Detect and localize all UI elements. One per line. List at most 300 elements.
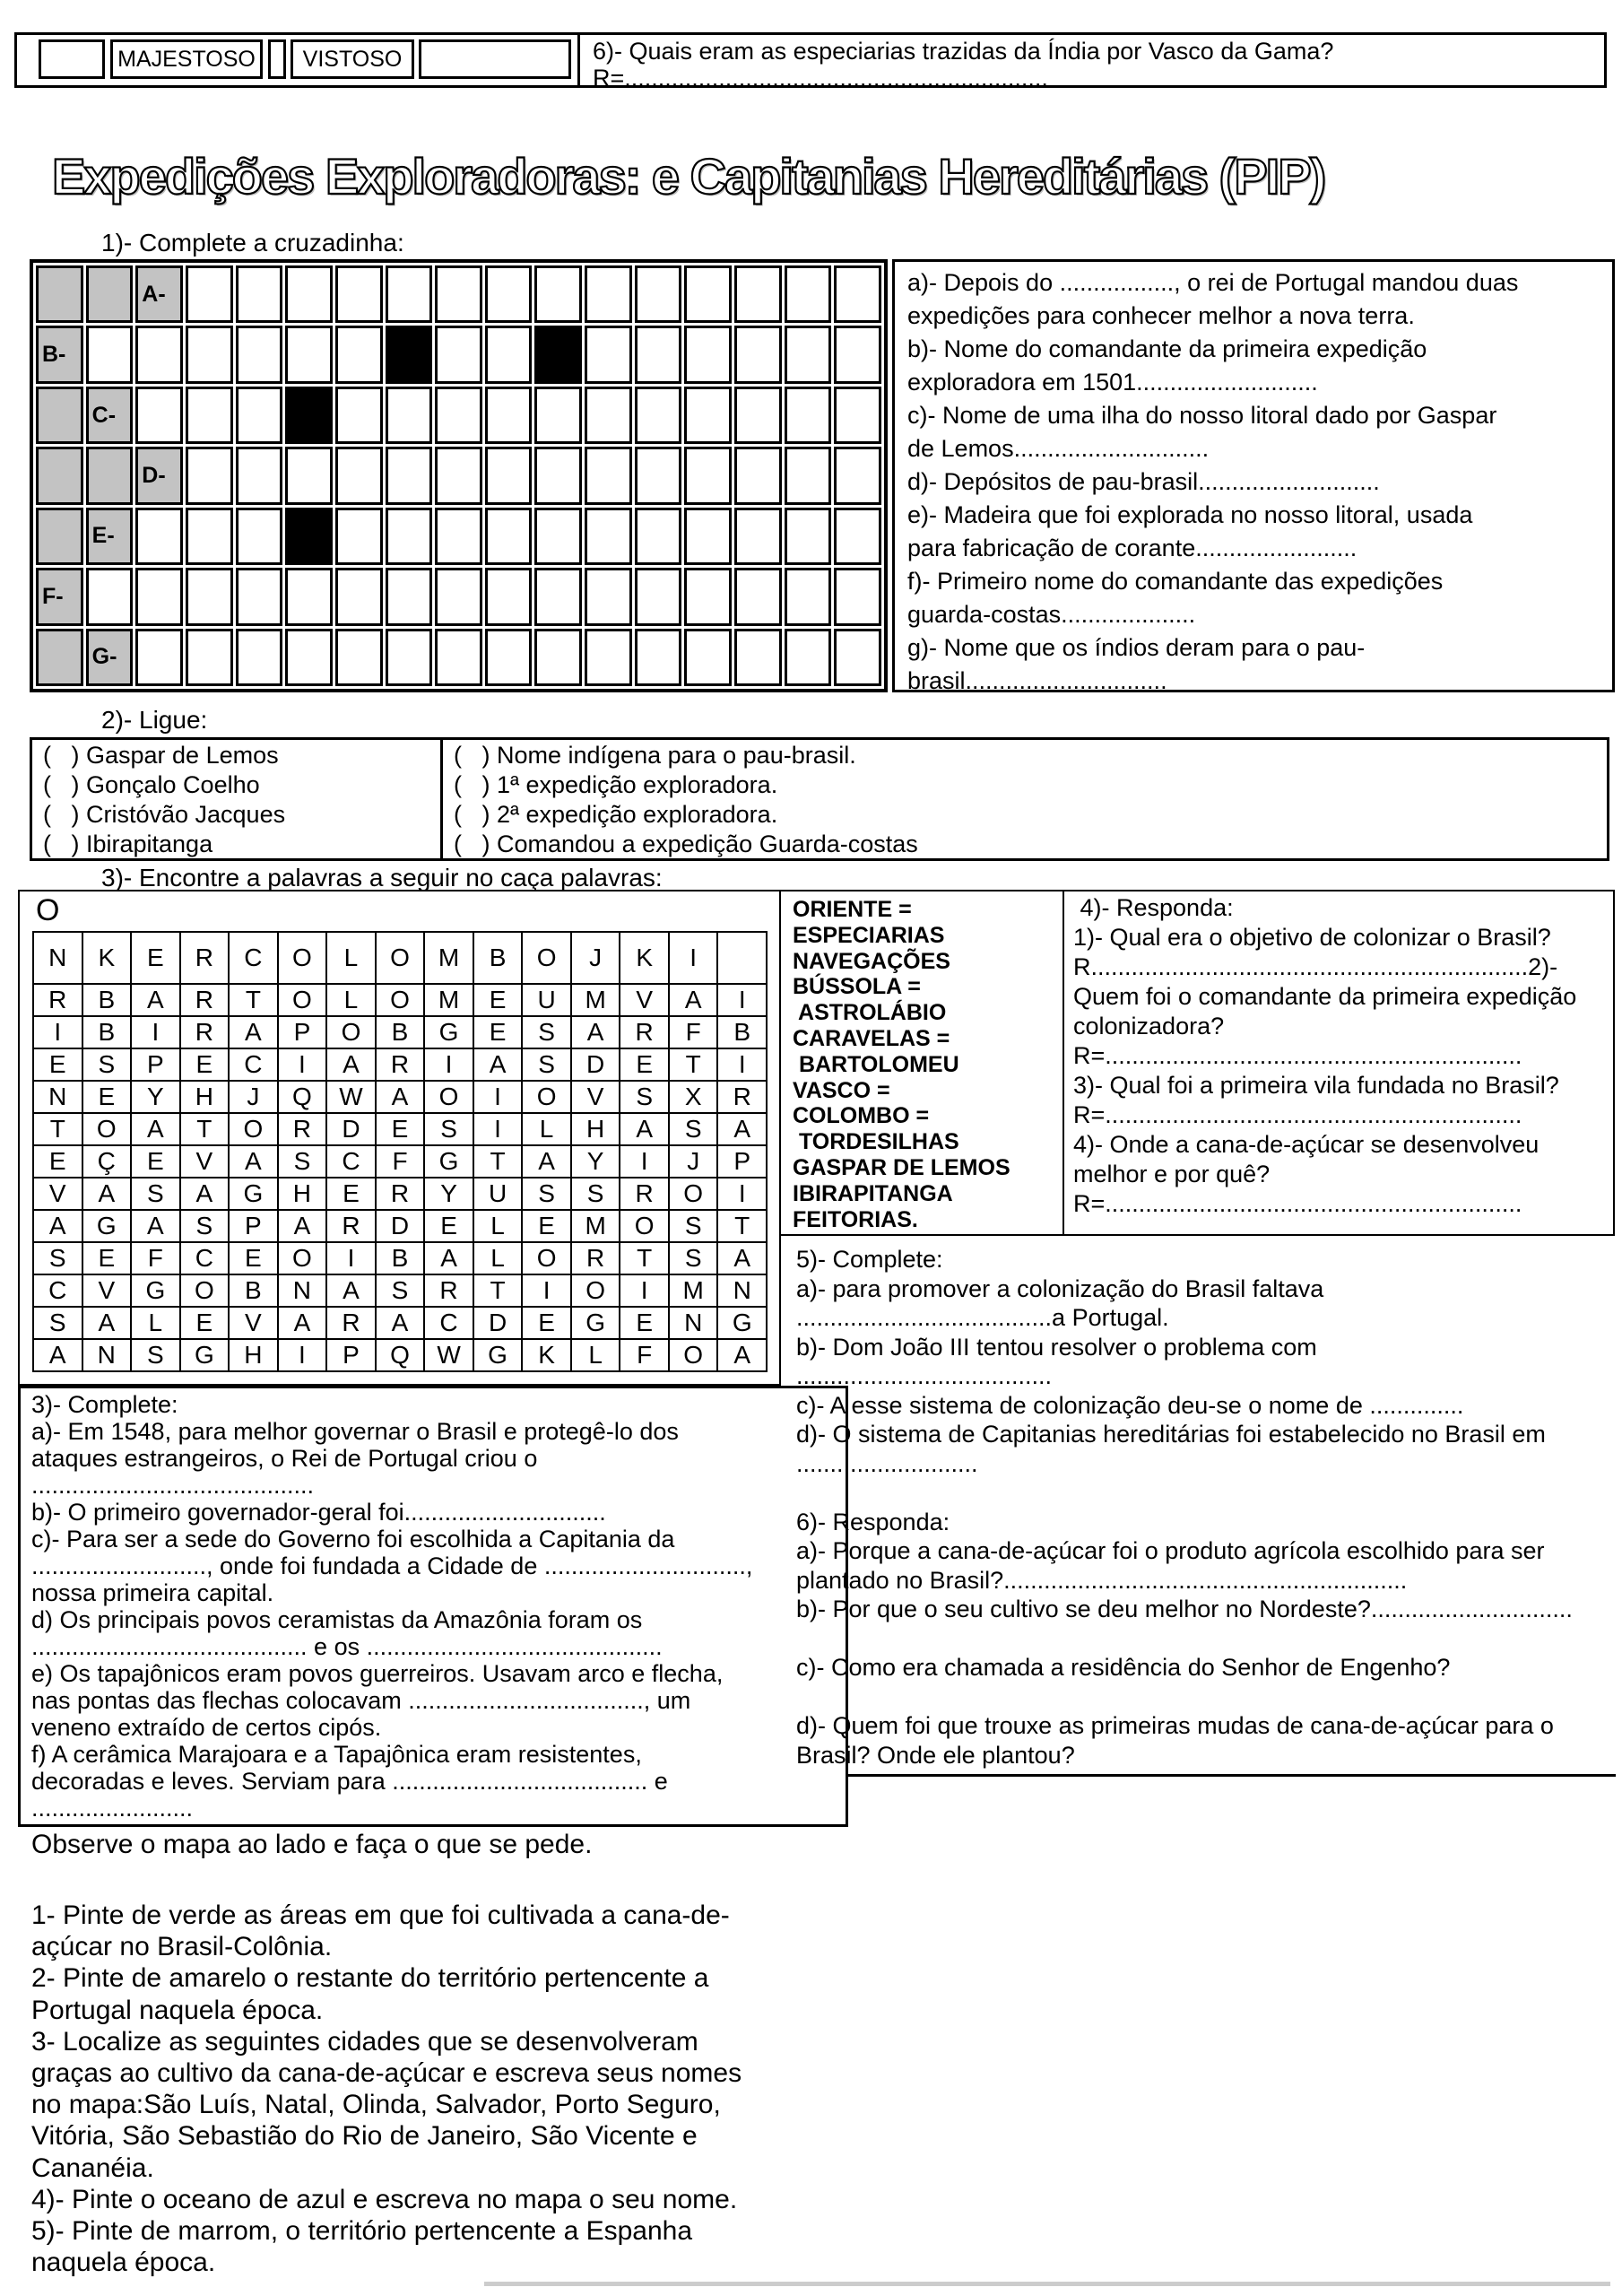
text-line: de Lemos............................. [907, 435, 1210, 462]
crossword-cell [386, 387, 433, 444]
section6-divider-line [848, 1774, 1616, 1777]
crossword-cell [585, 387, 632, 444]
wordsearch-letter-cell: E [82, 1081, 132, 1113]
wordsearch-letter-cell: A [229, 1145, 278, 1178]
crossword-cell [285, 629, 333, 686]
crossword-cell [635, 568, 682, 625]
wordsearch-letter-cell: N [717, 1274, 767, 1307]
text-line: para fabricação de corante........................ [907, 535, 1357, 561]
wordsearch-letter-cell: D [326, 1113, 376, 1145]
wordsearch-letter-cell: O [82, 1113, 132, 1145]
text-line: brasil.............................. [907, 667, 1167, 694]
text-line: ......................................... e os ............................................ [31, 1633, 663, 1660]
wordsearch-letter-cell: P [326, 1339, 376, 1371]
crossword-cell [734, 508, 782, 565]
section3-complete-box [18, 1386, 848, 1827]
wordsearch-letter-cell: I [717, 1178, 767, 1210]
text-line: Brasil? Onde ele plantou? [796, 1741, 1075, 1769]
crossword-cell [236, 387, 283, 444]
crossword-cell [335, 568, 383, 625]
wordsearch-letter-cell: B [376, 1242, 425, 1274]
text-line: TORDESILHAS [793, 1129, 959, 1155]
wordsearch-letter-cell: I [522, 1274, 571, 1307]
wordsearch-letter-cell: X [669, 1081, 718, 1113]
text-line: graças ao cultivo da cana-de-açúcar e escreva seus nomes [31, 2058, 742, 2089]
text-line: naquela época. [31, 2248, 216, 2278]
wordsearch-letter-cell: B [229, 1274, 278, 1307]
wordsearch-letter-cell: I [278, 1048, 327, 1081]
crossword-cell [186, 265, 233, 323]
crossword-label-cell: G- [86, 629, 134, 686]
wordsearch-letter-cell: G [131, 1274, 180, 1307]
wordsearch-letter-cell: G [229, 1178, 278, 1210]
text-line: colonizadora? [1073, 1013, 1225, 1039]
wordsearch-letter-cell: S [669, 1113, 718, 1145]
crossword-cell [135, 387, 183, 444]
wordsearch-letter-cell: S [669, 1242, 718, 1274]
wordsearch-letter-cell: T [229, 984, 278, 1016]
wordsearch-letter-cell: M [424, 984, 473, 1016]
wordsearch-letter-cell: O [522, 1081, 571, 1113]
wordsearch-letter-cell: F [376, 1145, 425, 1178]
text-line: c)- Como era chamada a residência do Senhor de Engenho? [796, 1654, 1451, 1681]
crossword-cell [684, 326, 732, 383]
crossword-cell [485, 265, 533, 323]
wordsearch-letter-cell: M [424, 932, 473, 984]
crossword-cell [834, 629, 881, 686]
wordsearch-letter-cell: S [131, 1178, 180, 1210]
text-line: nas pontas das flechas colocavam ..................................., um [31, 1687, 691, 1714]
wordsearch-letter-cell: E [620, 1048, 669, 1081]
matching-table [30, 737, 1609, 861]
wordsearch-letter-cell: R [620, 1178, 669, 1210]
text-line: decoradas e leves. Serviam para ...................................... e [31, 1768, 668, 1795]
text-line: 5)- Pinte de marrom, o território pertencente a Espanha [31, 2216, 693, 2247]
header-strip [14, 32, 1607, 91]
wordsearch-letter-cell: O [522, 932, 571, 984]
text-line: 6)- Responda: [796, 1508, 950, 1535]
text-line: BÚSSOLA = [793, 974, 921, 1000]
wordsearch-letter-cell: V [82, 1274, 132, 1307]
text-line: d)- Quem foi que trouxe as primeiras mudas de cana-de-açúcar para o [796, 1712, 1554, 1739]
crossword-cell [135, 326, 183, 383]
crossword-cell [734, 326, 782, 383]
wordsearch-letter-cell: A [717, 1339, 767, 1371]
crossword-cell [236, 508, 283, 565]
wordsearch-letter-cell: I [717, 984, 767, 1016]
text-line: ........................ [31, 1795, 194, 1822]
text-line: ........................... [796, 1449, 978, 1477]
crossword-label-cell: C- [86, 387, 134, 444]
crossword-cell [585, 629, 632, 686]
crossword-cell [684, 447, 732, 504]
text-line: 5)- Complete: [796, 1246, 943, 1273]
crossword-cell [585, 568, 632, 625]
text-line: .......................................... [31, 1472, 315, 1499]
wordsearch-letter-cell: S [522, 1178, 571, 1210]
text-line: a)- Em 1548, para melhor governar o Brasil e protegê-lo dos [31, 1418, 679, 1445]
wordsearch-letter-cell [717, 932, 767, 984]
wordsearch-letter-cell: E [131, 932, 180, 984]
wordsearch-letter-cell: E [33, 1048, 82, 1081]
crossword-label-cell: F- [36, 568, 83, 625]
wordsearch-letter-cell: I [669, 932, 718, 984]
wordsearch-letter-cell: N [33, 1081, 82, 1113]
crossword-cell [684, 568, 732, 625]
text-line: d) Os principais povos ceramistas da Amazônia foram os [31, 1606, 643, 1633]
wordsearch-letter-cell: T [669, 1048, 718, 1081]
crossword-cell [335, 447, 383, 504]
crossword-cell [435, 326, 482, 383]
wordsearch-letter-cell: A [229, 1016, 278, 1048]
wordsearch-letter-cell: P [278, 1016, 327, 1048]
text-line: f)- Primeiro nome do comandante das expedições [907, 568, 1444, 595]
wordsearch-letter-cell: I [620, 1145, 669, 1178]
crossword-cell [635, 326, 682, 383]
wordsearch-letter-cell: O [278, 1242, 327, 1274]
wordsearch-letter-cell: O [669, 1339, 718, 1371]
stray-letter: O [36, 893, 60, 927]
crossword-cell [135, 568, 183, 625]
text-line: melhor e por quê? [1073, 1161, 1271, 1187]
crossword-cell [86, 265, 134, 323]
wordsearch-letter-cell: J [669, 1145, 718, 1178]
wordsearch-letter-cell: A [424, 1242, 473, 1274]
crossword-cell [684, 508, 732, 565]
crossword-cell [834, 568, 881, 625]
wordsearch-letter-cell: A [82, 1307, 132, 1339]
wordsearch-letter-cell: L [473, 1210, 523, 1242]
wordsearch-letter-cell: I [473, 1113, 523, 1145]
wordsearch-letter-cell: I [326, 1242, 376, 1274]
text-line: 2- Pinte de amarelo o restante do território pertencente a [31, 1963, 709, 1994]
text-line: Cananéia. [31, 2152, 154, 2183]
wordsearch-letter-cell: W [424, 1339, 473, 1371]
text-line: FEITORIAS. [793, 1206, 918, 1232]
wordsearch-letter-cell: A [278, 1307, 327, 1339]
wordsearch-letter-cell: R [717, 1081, 767, 1113]
text-line: nossa primeira capital. [31, 1579, 274, 1606]
wordsearch-letter-cell: F [131, 1242, 180, 1274]
wordsearch-letter-cell: S [180, 1210, 230, 1242]
text-line: a)- Depois do ................., o rei de Portugal mandou duas [907, 269, 1519, 296]
wordsearch-letter-cell: A [620, 1113, 669, 1145]
crossword-clues-box [892, 259, 1615, 692]
crossword-cell [585, 265, 632, 323]
text-line: 3)- Qual foi a primeira vila fundada no Brasil? [1073, 1072, 1559, 1099]
wordsearch-letter-cell: Y [424, 1178, 473, 1210]
wordsearch-letter-cell: H [229, 1339, 278, 1371]
text-line: ( ) Gaspar de Lemos [43, 742, 279, 769]
text-line: NAVEGAÇÕES [793, 948, 950, 974]
crossword-cell [236, 326, 283, 383]
crossword-cell [386, 629, 433, 686]
wordsearch-letter-cell: B [82, 984, 132, 1016]
text-line [796, 1683, 1617, 1712]
text-line: 4)- Responda: [1073, 894, 1234, 921]
crossword-cell [386, 568, 433, 625]
text-line: plantado no Brasil?............................................................ [796, 1566, 1408, 1594]
crossword-grid [30, 259, 888, 692]
wordsearch-letter-cell: H [571, 1113, 620, 1145]
wordsearch-letter-cell: R [571, 1242, 620, 1274]
wordsearch-letter-cell: O [278, 984, 327, 1016]
text-line: d)- Depósitos de pau-brasil........................... [907, 468, 1380, 495]
section3-label: 3)- Encontre a palavras a seguir no caça palavras: [101, 864, 663, 891]
wordsearch-letter-cell: E [620, 1307, 669, 1339]
text-line: expedições para conhecer melhor a nova terra. [907, 302, 1415, 329]
text-line: exploradora em 1501........................... [907, 369, 1318, 396]
crossword-cell [386, 508, 433, 565]
wordsearch-letter-cell: G [424, 1145, 473, 1178]
wordsearch-letter-cell: C [229, 932, 278, 984]
wordsearch-letter-cell: P [229, 1210, 278, 1242]
crossword-cell [734, 629, 782, 686]
wordsearch-letter-cell: G [473, 1339, 523, 1371]
crossword-cell [684, 629, 732, 686]
wordsearch-grid [32, 931, 768, 1372]
crossword-cell [585, 326, 632, 383]
wordsearch-letter-cell: D [571, 1048, 620, 1081]
wordsearch-letter-cell: T [33, 1113, 82, 1145]
crossword-black-cell [386, 326, 433, 383]
crossword-cell [734, 265, 782, 323]
crossword-cell [186, 387, 233, 444]
crossword-cell [36, 629, 83, 686]
text-line: R=.............................................................. [1073, 1190, 1522, 1217]
wordsearch-letter-cell: L [326, 984, 376, 1016]
wordsearch-letter-cell: F [620, 1339, 669, 1371]
wordsearch-letter-cell: L [571, 1339, 620, 1371]
crossword-cell [335, 508, 383, 565]
text-line: e) Os tapajônicos eram povos guerreiros. Usavam arco e flecha, [31, 1660, 724, 1687]
header-box-vistoso: VISTOSO [291, 39, 414, 79]
text-line: ( ) 1ª expedição exploradora. [454, 771, 778, 798]
crossword-cell [585, 447, 632, 504]
crossword-cell [834, 447, 881, 504]
text-line: R=.............................................................. [1073, 1042, 1522, 1069]
wordsearch-letter-cell: F [669, 1016, 718, 1048]
crossword-cell [785, 629, 832, 686]
wordsearch-letter-cell: E [33, 1145, 82, 1178]
text-line: ESPECIARIAS [793, 922, 945, 948]
crossword-cell [485, 568, 533, 625]
wordsearch-letter-cell: V [33, 1178, 82, 1210]
wordsearch-letter-cell: O [522, 1242, 571, 1274]
wordsearch-letter-cell: N [669, 1307, 718, 1339]
text-line: ......................................a Portugal. [796, 1304, 1169, 1331]
wordsearch-letter-cell: O [669, 1178, 718, 1210]
wordsearch-letter-cell: O [376, 932, 425, 984]
wordsearch-letter-cell: T [620, 1242, 669, 1274]
text-line: b)- Nome do comandante da primeira expedição [907, 335, 1427, 362]
wordsearch-letter-cell: C [180, 1242, 230, 1274]
wordsearch-letter-cell: E [131, 1145, 180, 1178]
crossword-cell [285, 568, 333, 625]
text-line: BARTOLOMEU [793, 1051, 959, 1077]
wordsearch-letter-cell: S [522, 1016, 571, 1048]
header-question-6 [580, 35, 1604, 91]
text-line: b)- Por que o seu cultivo se deu melhor no Nordeste?.............................. [796, 1596, 1573, 1622]
crossword-cell [785, 265, 832, 323]
wordsearch-letter-cell: R [376, 1178, 425, 1210]
crossword-cell [236, 447, 283, 504]
crossword-cell [335, 387, 383, 444]
header-box-empty-2 [268, 39, 286, 79]
text-line: IBIRAPITANGA [793, 1180, 953, 1206]
wordsearch-letter-cell: L [131, 1307, 180, 1339]
crossword-cell [386, 265, 433, 323]
section5-6-text [796, 1245, 1617, 1770]
crossword-cell [534, 568, 582, 625]
wordsearch-letter-cell: B [473, 932, 523, 984]
crossword-cell [785, 326, 832, 383]
wordsearch-letter-cell: A [669, 984, 718, 1016]
answer-dotted-line: R=............................................................... [593, 65, 1048, 91]
wordsearch-letter-cell: R [180, 984, 230, 1016]
crossword-cell [635, 387, 682, 444]
wordsearch-letter-cell: K [620, 932, 669, 984]
text-line: Quem foi o comandante da primeira expedição [1073, 983, 1577, 1010]
crossword-cell [485, 508, 533, 565]
wordsearch-letter-cell: C [424, 1307, 473, 1339]
text-line: ASTROLÁBIO [793, 1000, 947, 1026]
crossword-label-cell: A- [135, 265, 183, 323]
wordsearch-letter-cell: A [326, 1274, 376, 1307]
crossword-cell [236, 568, 283, 625]
wordsearch-letter-cell: O [326, 1016, 376, 1048]
text-line: 3- Localize as seguintes cidades que se desenvolveram [31, 2026, 698, 2057]
wordsearch-letter-cell: G [717, 1307, 767, 1339]
crossword-cell [635, 508, 682, 565]
wordsearch-letter-cell: M [571, 984, 620, 1016]
wordsearch-letter-cell: L [473, 1242, 523, 1274]
crossword-cell [585, 508, 632, 565]
matching-right-column [443, 740, 1607, 858]
wordsearch-letter-cell: A [326, 1048, 376, 1081]
text-line: ORIENTE = [793, 897, 912, 922]
text-line: a)- para promover a colonização do Brasil faltava [796, 1274, 1324, 1302]
crossword-cell [335, 326, 383, 383]
wordsearch-letter-cell: S [571, 1178, 620, 1210]
crossword-label-cell: B- [36, 326, 83, 383]
wordsearch-letter-cell: L [326, 932, 376, 984]
wordsearch-letter-cell: O [571, 1274, 620, 1307]
crossword-cell [86, 326, 134, 383]
text-line: 4)- Pinte o oceano de azul e escreva no mapa o seu nome. [31, 2184, 738, 2214]
wordsearch-letter-cell: S [522, 1048, 571, 1081]
wordsearch-letter-cell: A [180, 1178, 230, 1210]
wordsearch-letter-cell: V [571, 1081, 620, 1113]
wordsearch-letter-cell: G [424, 1016, 473, 1048]
wordsearch-letter-cell: R [326, 1210, 376, 1242]
header-box-majestoso: MAJESTOSO [110, 39, 263, 79]
observe-map-heading: Observe o mapa ao lado e faça o que se pede. [31, 1830, 593, 1859]
wordsearch-letter-cell: R [424, 1274, 473, 1307]
header-box-empty-3 [419, 39, 571, 79]
wordsearch-letter-cell: T [717, 1210, 767, 1242]
crossword-cell [785, 568, 832, 625]
text-line: a)- Porque a cana-de-açúcar foi o produto agrícola escolhido para ser [796, 1537, 1545, 1564]
wordsearch-letter-cell: D [376, 1210, 425, 1242]
wordsearch-letter-cell: T [473, 1145, 523, 1178]
text-line: ( ) Cristóvão Jacques [43, 801, 286, 828]
text-line: CARAVELAS = [793, 1025, 950, 1051]
crossword-cell [534, 265, 582, 323]
crossword-cell [335, 629, 383, 686]
wordsearch-letter-cell: C [229, 1048, 278, 1081]
wordsearch-letter-cell: T [473, 1274, 523, 1307]
crossword-cell [485, 629, 533, 686]
wordsearch-letter-cell: I [131, 1016, 180, 1048]
crossword-cell [834, 387, 881, 444]
crossword-cell [186, 629, 233, 686]
wordsearch-letter-cell: V [180, 1145, 230, 1178]
wordsearch-letter-cell: B [717, 1016, 767, 1048]
wordsearch-letter-cell: I [33, 1016, 82, 1048]
wordsearch-letter-cell: I [473, 1081, 523, 1113]
text-line: g)- Nome que os índios deram para o pau- [907, 634, 1366, 661]
section2-label: 2)- Ligue: [101, 706, 208, 734]
crossword-cell [734, 447, 782, 504]
wordsearch-letter-cell: A [33, 1210, 82, 1242]
text-line: .........................., onde foi fundada a Cidade de .............................., [31, 1552, 753, 1579]
crossword-cell [485, 326, 533, 383]
wordsearch-letter-cell: A [376, 1081, 425, 1113]
wordsearch-letter-cell: O [278, 932, 327, 984]
crossword-cell [36, 387, 83, 444]
wordsearch-letter-cell: R [180, 932, 230, 984]
wordsearch-letter-cell: A [82, 1178, 132, 1210]
crossword-cell [186, 508, 233, 565]
crossword-black-cell [534, 326, 582, 383]
header-box-empty-1 [39, 39, 105, 79]
wordsearch-letter-cell: I [278, 1339, 327, 1371]
matching-left-column [32, 740, 443, 858]
wordsearch-letter-cell: M [669, 1274, 718, 1307]
wordsearch-letter-cell: R [620, 1016, 669, 1048]
crossword-cell [86, 568, 134, 625]
crossword-cell [186, 568, 233, 625]
wordsearch-letter-cell: E [473, 1016, 523, 1048]
wordsearch-letter-cell: G [571, 1307, 620, 1339]
wordsearch-letter-cell: B [376, 1016, 425, 1048]
text-line: R=.............................................................. [1073, 1101, 1522, 1128]
wordsearch-letter-cell: R [376, 1048, 425, 1081]
crossword-cell [435, 508, 482, 565]
wordsearch-letter-cell: J [229, 1081, 278, 1113]
crossword-cell [834, 326, 881, 383]
wordsearch-letter-cell: A [131, 984, 180, 1016]
wordsearch-letter-cell: O [620, 1210, 669, 1242]
wordsearch-letter-cell: S [278, 1145, 327, 1178]
crossword-cell [236, 265, 283, 323]
wordsearch-letter-cell: O [424, 1081, 473, 1113]
crossword-cell [834, 265, 881, 323]
crossword-cell [236, 629, 283, 686]
crossword-cell [635, 629, 682, 686]
wordsearch-letter-cell: S [131, 1339, 180, 1371]
crossword-label-cell: E- [86, 508, 134, 565]
text-line: Portugal naquela época. [31, 1995, 324, 2025]
crossword-cell [785, 387, 832, 444]
text-line: guarda-costas.................... [907, 601, 1196, 628]
wordsearch-letter-cell: U [473, 1178, 523, 1210]
wordsearch-letter-cell: E [180, 1307, 230, 1339]
crossword-cell [534, 508, 582, 565]
crossword-cell [485, 447, 533, 504]
crossword-cell [285, 447, 333, 504]
